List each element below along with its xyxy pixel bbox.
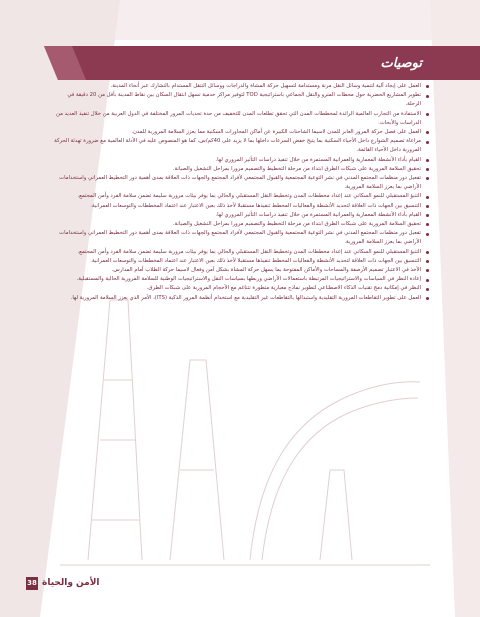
list-item: تحقيق السلامة المرورية على شبكات الطرق ابتداء من مرحلة التخطيط والتصميم مرورا بمراحل التشغيل والصيانة. [52,165,430,174]
list-item: إعادة النظر في السياسات والاستراتيجيات المرتبطة باستعمالات الأراضي وربطها بسياسات النقل والاستراتيجيات الوطنية للسلامة المرورية الحالية والمستقبلية. [52,275,430,284]
page-number: 38 [26,577,38,590]
list-item: التنسيق بين الجهات ذات العلاقة لتحديد الأنشطة والفعاليات المخطط تنفيذها مستقبلا لأخذ ذلك بعين الاعتبار عند اعتماد المخططات والتوسعات العمرانية. [52,257,430,266]
list-item: النظر في إمكانية دمج تقنيات الذكاء الاصطناعي لتطوير نماذج معيارية متطورة تتناغم مع الأحجام المرورية على شبكات الطرق. [52,284,430,293]
list-item: القيام بأداء الأنشطة المعمارية والعمرانية المستمرة من خلال تنفيذ دراسات التأثير المروري لها. [52,211,430,220]
list-item: التنبؤ المستقبلي للنمو السكاني عند إعداد مخططات المدن وتخطيط النقل المستقبلي والحالي بما يوفر بيئات مرورية سليمة تضمن سلامة الفرد وأمن المجتمع. [52,192,430,201]
list-item: القيام بأداء الأنشطة المعمارية والعمرانية المستمرة من خلال تنفيذ دراسات التأثير المروري لها. [52,156,430,165]
list-item: العمل على تطوير التقاطعات المرورية التقليدية واستبدالها بالتقاطعات غير التقليدية مع استخدام أنظمة المرور الذكية (ITS)، الأمر الذي يعزز السلامة المرورية لها. [52,294,430,303]
list-item: تفعيل دور منظمات المجتمع المدني في نشر التوعية المجتمعية والقبول المجتمعي لأفراد المجتمع والجهات ذات العلاقة بمدى أهمية دور التخطيط العمراني واستخدامات الأراضي بما يعزز السلامة المرورية. [52,229,430,247]
list-item: الأخذ في الاعتبار تصميم الأرصفة والمساحات والأماكن المفتوحة بما يسهل حركة المشاة بشكل آمن وفعال لاسيما حركة الطلاب أمام المدارس. [52,266,430,275]
list-item: التنسيق بين الجهات ذات العلاقة لتحديد الأنشطة والفعاليات المخطط تنفيذها مستقبلا لأخذ ذلك بعين الاعتبار عند اعتماد المخططات والتوسعات العمرانية. [52,202,430,211]
page-title: توصيات [380,55,422,71]
publication-title: الأمن والحياة [42,578,100,588]
list-item: التنبؤ المستقبلي للنمو السكاني عند إعداد مخططات المدن وتخطيط النقل المستقبلي والحالي بما يوفر بيئات مرورية سليمة تضمن سلامة الفرد وأمن المجتمع. [52,248,430,257]
list-item: العمل على إيجاد آلية لتنمية وسائل النقل مرنة ومستدامة لتسهيل حركة المشاة والدراجات ووسائل التنقل المستدام بالتشارك عبر أنحاء المدينة. [52,82,430,91]
right-diagonal-panel [430,0,480,617]
recommendations-list [52,82,430,562]
page-footer [26,576,100,590]
list-item: مراعاة تصميم الشوارع داخل الأحياء السكنية بما يتيح خفض السرعات داخلها بما لا يزيد على 40كم/س، كما هو المنصوص عليه في الأدلة العالمية مع ضرورة تهدئة الحركة المرورية داخل الأحياء القائمة. [52,137,430,155]
list-item: العمل على فصل حركة المرور العابر للمدن لاسيما الشاحنات الكبيرة عن أماكن المجاورات السكنية مما يعزز السلامة المرورية للمدن. [52,128,430,137]
list-item: تفعيل دور منظمات المجتمع المدني في نشر التوعية المجتمعية والقبول المجتمعي لأفراد المجتمع والجهات ذات العلاقة بمدى أهمية دور التخطيط العمراني واستخدامات الأراضي بما يعزز السلامة المرورية. [52,174,430,192]
heading-band [0,46,480,80]
list-item: تطوير المشاريع الحضرية حول محطات المترو والنقل الجماعي باستراتيجية TOD لتوفير مراكز خدمية تسهل انتقال السكان بين نقاط المدينة بأقل من 20 دقيقة في الرحلة. [52,91,430,109]
list-item: الاستفادة من التجارب العالمية الرائدة لمخططات المدن التي تحقق تطلعات المدن للتخفيف من حدة تحديات المرور المختلفة في الدول العربية من خلال تنفيذ العديد من الدراسات والأبحاث. [52,110,430,128]
list-item: تحقيق السلامة المرورية على شبكات الطرق ابتداء من مرحلة التخطيط والتصميم مرورا بمراحل التشغيل والصيانة. [52,220,430,229]
